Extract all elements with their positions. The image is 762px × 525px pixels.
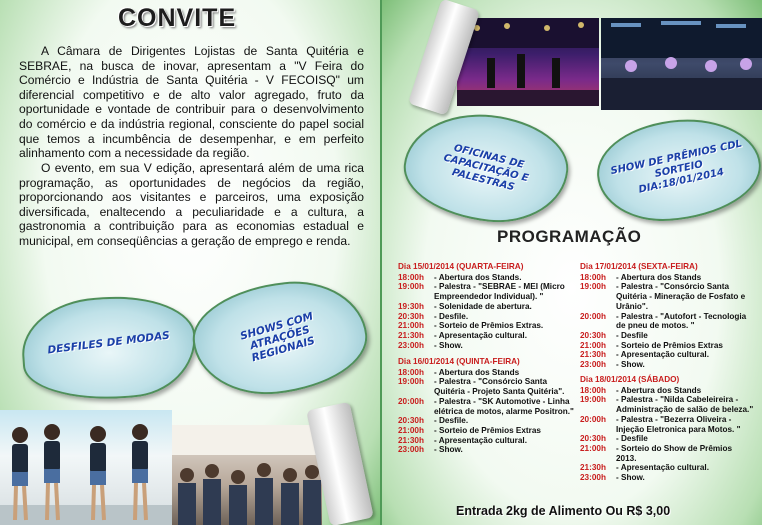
schedule-time: 19:00h <box>580 282 606 292</box>
schedule-row <box>398 312 574 322</box>
schedule-description: - Palestra - "Consórcio Santa Quitéria - Mineração de Fosfato e Urânio". <box>616 282 746 311</box>
schedule-row <box>580 463 754 473</box>
show-crowd-illustration <box>601 18 762 110</box>
stage-illustration <box>457 18 599 106</box>
schedule-time: 19:00h <box>398 282 424 292</box>
crowd-illustration <box>172 425 322 525</box>
premios-badge <box>594 114 762 225</box>
schedule-row <box>398 397 574 416</box>
schedule-row <box>580 444 754 463</box>
oficinas-label: OFICINAS DE CAPACITAÇÃO E PALESTRAS <box>442 142 530 194</box>
shows-badge <box>188 274 373 402</box>
schedule-row <box>398 321 574 331</box>
schedule-row <box>580 331 754 341</box>
schedule-description: - Sorteio de Prêmios Extras <box>616 340 723 350</box>
schedule-time: 18:00h <box>398 272 424 282</box>
schedule-time: 18:00h <box>580 385 606 395</box>
schedule-time: 21:30h <box>580 350 606 360</box>
schedule-row <box>580 282 754 311</box>
schedule-description: - Sorteio do Show de Prêmios 2013. <box>616 443 733 463</box>
oficinas-badge <box>399 107 573 230</box>
schedule-description: - Show. <box>434 340 463 350</box>
schedule-time: 20:30h <box>398 311 424 321</box>
schedule-description: - Show. <box>434 445 463 455</box>
schedule-row <box>398 416 574 426</box>
schedule-description: - Palestra - "Consórcio Santa Quitéria - Projeto Santa Quitéria". <box>434 377 565 397</box>
schedule-day-2 <box>398 357 574 455</box>
shows-label: SHOWS COM ATRAÇÕES REGIONAIS <box>238 310 317 365</box>
schedule-row <box>398 341 574 351</box>
schedule-time: 20:00h <box>398 396 424 406</box>
schedule-day-4 <box>580 375 754 483</box>
desfiles-label: DESFILES DE MODAS <box>46 329 171 357</box>
schedule-time: 19:00h <box>580 395 606 405</box>
schedule-time: 19:30h <box>398 301 424 311</box>
concert-stage-photo <box>457 18 599 106</box>
fashion-models-illustration <box>0 410 172 525</box>
schedule-description: - Apresentação cultural. <box>616 350 709 360</box>
day-4-title: Dia 18/01/2014 (SÁBADO) <box>580 375 680 384</box>
schedule-time: 23:00h <box>398 445 424 455</box>
left-panel <box>0 0 380 525</box>
day-3-title: Dia 17/01/2014 (SEXTA-FEIRA) <box>580 262 698 271</box>
schedule-time: 23:00h <box>580 473 606 483</box>
schedule-description: - Apresentação cultural. <box>616 463 709 473</box>
schedule-time: 21:00h <box>580 443 606 453</box>
schedule-row <box>580 434 754 444</box>
schedule-time: 20:00h <box>580 311 606 321</box>
schedule-row <box>580 312 754 331</box>
day-1-title: Dia 15/01/2014 (QUARTA-FEIRA) <box>398 262 524 271</box>
convite-paragraph-1: A Câmara de Dirigentes Lojistas de Santa Quitéria e SEBRAE, na busca de inovar, apresentam a "V Feira do Comércio e Indústria de Santa Quitéria - V FECOISQ" um diferencial competitivo e de alto valor agregado, fruto da oportunidade e vontade de contribuir para o desenvolvimento do comércio e da indústria regional, consciente do papel social que temos a incumbência de desempenhar, e em perfeito alinhamento com a necessidade da região. <box>19 44 364 161</box>
schedule-description: - Palestra - "Nilda Cabeleireira - Administração de salão de beleza." <box>616 395 754 415</box>
schedule-row <box>398 377 574 396</box>
day-2-title: Dia 16/01/2014 (QUINTA-FEIRA) <box>398 357 520 366</box>
schedule-time: 20:30h <box>580 330 606 340</box>
schedule-description: - Palestra - "SEBRAE - MEI (Micro Empreendedor Individual). " <box>434 282 565 302</box>
schedule-row <box>580 415 754 434</box>
schedule-time: 20:00h <box>580 414 606 424</box>
desfiles-badge <box>19 291 200 405</box>
schedule-time: 21:30h <box>398 435 424 445</box>
schedule-time: 21:00h <box>398 425 424 435</box>
schedule-description: - Palestra - "Bezerra Oliveira - Injeção Eletronica para Motos. " <box>616 414 741 434</box>
schedule-description: - Abertura dos Stands <box>616 272 702 282</box>
schedule-row <box>398 368 574 378</box>
schedule-description: - Abertura dos Stands. <box>434 272 522 282</box>
schedule-description: - Abertura dos Stands <box>616 385 702 395</box>
schedule-row <box>398 445 574 455</box>
schedule-row <box>580 350 754 360</box>
schedule-description: - Palestra - "Autofort - Tecnologia de pneu de motos. " <box>616 311 747 331</box>
schedule-time: 21:30h <box>580 463 606 473</box>
schedule-row <box>398 426 574 436</box>
schedule-day-3 <box>580 262 754 370</box>
schedule-time: 20:30h <box>580 434 606 444</box>
schedule-time: 21:30h <box>398 330 424 340</box>
schedule-description: - Apresentação cultural. <box>434 330 527 340</box>
schedule-row <box>580 386 754 396</box>
schedule-description: - Desfile <box>616 330 648 340</box>
fashion-show-photo <box>0 410 172 525</box>
entrada-text: Entrada 2kg de Alimento Ou R$ 3,00 <box>456 504 671 518</box>
schedule-row <box>580 360 754 370</box>
schedule-row <box>580 473 754 483</box>
schedule-time: 23:00h <box>580 360 606 370</box>
programacao-title: PROGRAMAÇÃO <box>497 227 642 246</box>
schedule-description: - Sorteio de Prêmios Extras <box>434 425 541 435</box>
schedule-time: 21:00h <box>580 340 606 350</box>
convite-title: CONVITE <box>118 4 237 32</box>
show-crowd-photo <box>601 18 762 110</box>
schedule-description: - Sorteio de Prêmios Extras. <box>434 321 544 331</box>
schedule-row <box>398 282 574 301</box>
schedule-description: - Show. <box>616 473 645 483</box>
schedule-row <box>580 395 754 414</box>
schedule-day-1 <box>398 262 574 350</box>
schedule-time: 18:00h <box>580 272 606 282</box>
schedule-description: - Show. <box>616 360 645 370</box>
schedule-description: - Desfile <box>616 434 648 444</box>
schedule-row <box>398 436 574 446</box>
schedule-time: 18:00h <box>398 367 424 377</box>
schedule-description: - Desfile. <box>434 416 469 426</box>
schedule-description: - Palestra - "SK Automotive - Linha elétrica de motos, alarme Positron." <box>434 396 574 416</box>
schedule-row <box>580 273 754 283</box>
schedule-time: 19:00h <box>398 377 424 387</box>
schedule-time: 21:00h <box>398 321 424 331</box>
schedule-description: - Desfile. <box>434 311 469 321</box>
schedule-description: - Abertura dos Stands <box>434 367 520 377</box>
schedule-description: - Apresentação cultural. <box>434 435 527 445</box>
schedule-row <box>398 331 574 341</box>
schedule-time: 23:00h <box>398 340 424 350</box>
premios-label: SHOW DE PRÊMIOS CDL SORTEIO DIA:18/01/2014 <box>609 138 744 196</box>
schedule-time: 20:30h <box>398 416 424 426</box>
schedule-description: - Solenidade de abertura. <box>434 301 532 311</box>
convite-paragraph-2: O evento, em sua V edição, apresentará além de uma rica programação, as oportunidades de negócios da região, proporcionando aos visitantes e parceiros, uma exposição diversificada, enaltecendo a peculiaridade e a cultura, a gastronomia a contribuição para as economias estadual e municipal, em conseqüências a geração de emprego e renda. <box>19 161 364 248</box>
schedule-row <box>580 341 754 351</box>
schedule-row <box>398 302 574 312</box>
fair-crowd-photo <box>172 425 322 525</box>
schedule-row <box>398 273 574 283</box>
